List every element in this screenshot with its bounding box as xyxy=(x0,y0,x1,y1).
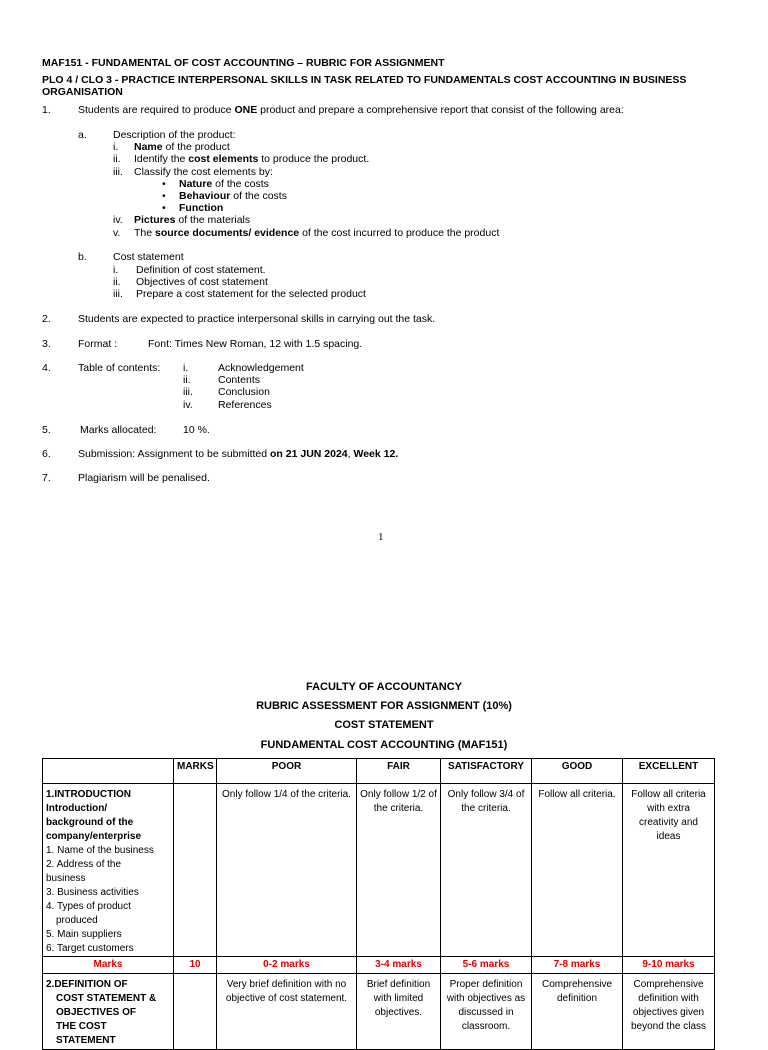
marks-good: 7-8 marks xyxy=(532,957,623,974)
cost-statement-title: COST STATEMENT xyxy=(334,719,434,731)
item-4-label: Table of contents: xyxy=(78,362,161,374)
item-b-iii-text: Prepare a cost statement for the selected product xyxy=(136,288,366,300)
item-4-number: 4. xyxy=(42,362,51,374)
item-a-iv-text: Pictures of the materials xyxy=(134,214,251,226)
toc-number: iv. xyxy=(183,399,193,411)
item-a-i-text: Name of the product xyxy=(134,141,230,153)
item-3-text: Font: Times New Roman, 12 with 1.5 spacing. xyxy=(148,338,363,350)
toc-entry: Conclusion xyxy=(218,386,270,398)
item-3-number: 3. xyxy=(42,338,51,350)
item-1-number: 1. xyxy=(42,104,51,116)
marks-row xyxy=(43,957,715,974)
course-title: FUNDAMENTAL COST ACCOUNTING (MAF151) xyxy=(260,739,508,751)
item-2-text: Students are expected to practice interpersonal skills in carrying out the task. xyxy=(78,313,436,325)
item-6-text: Submission: Assignment to be submitted on 21 JUN 2024, Week 12. xyxy=(78,448,399,460)
item-5-number: 5. xyxy=(42,424,51,436)
item-7-number: 7. xyxy=(42,472,51,484)
bullet-function: Function xyxy=(179,202,224,214)
item-5-value: 10 %. xyxy=(183,424,210,436)
bullet-behaviour: Behaviour of the costs xyxy=(179,190,287,202)
marks-poor: 0-2 marks xyxy=(217,957,357,974)
item-b-ii-text: Objectives of cost statement xyxy=(136,276,268,288)
item-b-heading: Cost statement xyxy=(113,251,184,263)
marks-excellent: 9-10 marks xyxy=(623,957,715,974)
criteria-definition: 2.DEFINITION OF COST STATEMENT & OBJECTIVES OF THE COST STATEMENT xyxy=(43,974,174,1050)
item-a-iii-text: Classify the cost elements by: xyxy=(134,166,273,178)
item-6-number: 6. xyxy=(42,448,51,460)
good-cell: Comprehensive definition xyxy=(532,974,623,1050)
bullet-icon: • xyxy=(162,202,166,214)
bullet-nature: Nature of the costs xyxy=(179,178,269,190)
table-row xyxy=(43,974,715,1050)
plo-line-1: PLO 4 / CLO 3 - PRACTICE INTERPERSONAL SKILLS IN TASK RELATED TO FUNDAMENTALS COST ACCOUNTING IN BUSINESS xyxy=(42,74,687,86)
toc-number: i. xyxy=(183,362,189,374)
item-b-iii-number: iii. xyxy=(113,288,123,300)
marks-cell xyxy=(174,974,217,1050)
header-poor: POOR xyxy=(217,759,357,784)
item-b-letter: b. xyxy=(78,251,87,263)
item-a-ii-text: Identify the cost elements to produce the product. xyxy=(134,153,370,165)
marks-satisfactory: 5-6 marks xyxy=(441,957,532,974)
toc-entry: Contents xyxy=(218,374,261,386)
header-fair: FAIR xyxy=(357,759,441,784)
item-7-text: Plagiarism will be penalised. xyxy=(78,472,210,484)
item-3-label: Format : xyxy=(78,338,118,350)
item-a-i-number: i. xyxy=(113,141,119,153)
excellent-cell: Comprehensive definition with objectives given beyond the class xyxy=(623,974,715,1050)
item-a-v-number: v. xyxy=(113,227,121,239)
excellent-cell: Follow all criteria with extra creativity and ideas xyxy=(623,784,715,957)
poor-cell: Only follow 1/4 of the criteria. xyxy=(217,784,357,957)
item-2-number: 2. xyxy=(42,313,51,325)
rubric-table xyxy=(42,758,715,1050)
item-a-iv-number: iv. xyxy=(113,214,123,226)
item-b-ii-number: ii. xyxy=(113,276,121,288)
header-excellent: EXCELLENT xyxy=(623,759,715,784)
toc-entry: Acknowledgement xyxy=(218,362,304,374)
header-satisfactory: SATISFACTORY xyxy=(441,759,532,784)
header-criteria xyxy=(43,759,174,784)
item-a-heading: Description of the product: xyxy=(113,129,236,141)
item-a-iii-number: iii. xyxy=(113,166,123,178)
item-1-text: Students are required to produce ONE product and prepare a comprehensive report that consist of the following area: xyxy=(78,104,624,116)
page-number: 1 xyxy=(378,531,384,543)
good-cell: Follow all criteria. xyxy=(532,784,623,957)
toc-entry: References xyxy=(218,399,272,411)
poor-cell: Very brief definition with no objective of cost statement. xyxy=(217,974,357,1050)
toc-number: ii. xyxy=(183,374,191,386)
bullet-icon: • xyxy=(162,178,166,190)
marks-total: 10 xyxy=(174,957,217,974)
table-row xyxy=(43,784,715,957)
document-title: MAF151 - FUNDAMENTAL OF COST ACCOUNTING – RUBRIC FOR ASSIGNMENT xyxy=(42,57,445,69)
marks-label: Marks xyxy=(43,957,174,974)
header-good: GOOD xyxy=(532,759,623,784)
header-marks: MARKS xyxy=(174,759,217,784)
item-a-letter: a. xyxy=(78,129,87,141)
marks-fair: 3-4 marks xyxy=(357,957,441,974)
bullet-icon: • xyxy=(162,190,166,202)
marks-cell xyxy=(174,784,217,957)
satisfactory-cell: Proper definition with objectives as discussed in classroom. xyxy=(441,974,532,1050)
item-b-i-text: Definition of cost statement. xyxy=(136,264,266,276)
fair-cell: Brief definition with limited objectives. xyxy=(357,974,441,1050)
criteria-introduction: 1.INTRODUCTION Introduction/ background of the company/enterprise 1. Name of the business 2. Address of the business 3. Business activities 4. Types of product produced 5. Main suppliers 6. Target customers xyxy=(43,784,174,957)
rubric-title: RUBRIC ASSESSMENT FOR ASSIGNMENT (10%) xyxy=(256,700,512,712)
item-a-v-text: The source documents/ evidence of the cost incurred to produce the product xyxy=(134,227,500,239)
item-5-label: Marks allocated: xyxy=(80,424,157,436)
item-b-i-number: i. xyxy=(113,264,119,276)
satisfactory-cell: Only follow 3/4 of the criteria. xyxy=(441,784,532,957)
plo-line-2: ORGANISATION xyxy=(42,86,123,98)
fair-cell: Only follow 1/2 of the criteria. xyxy=(357,784,441,957)
toc-number: iii. xyxy=(183,386,193,398)
table-header-row xyxy=(43,759,715,784)
faculty-title: FACULTY OF ACCOUNTANCY xyxy=(305,681,463,693)
item-a-ii-number: ii. xyxy=(113,153,121,165)
